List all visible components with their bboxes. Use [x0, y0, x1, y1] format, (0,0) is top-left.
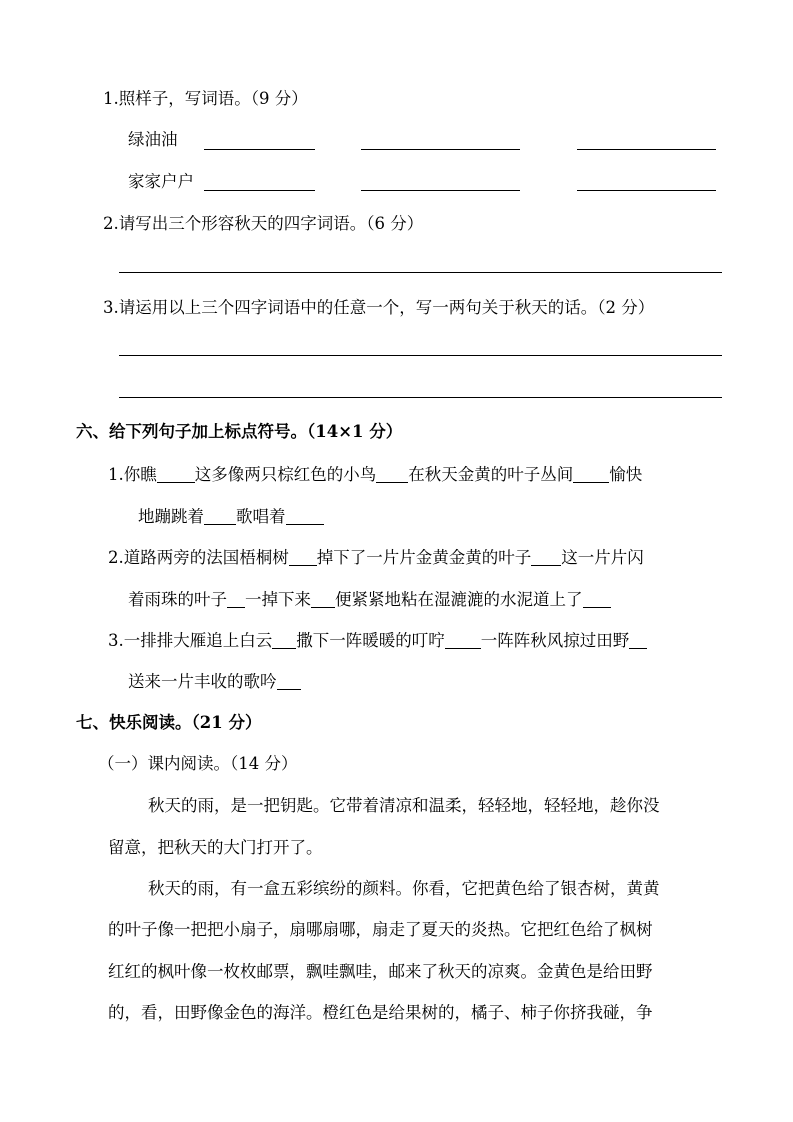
s3-line2: 送来一片丰收的歌吟: [128, 670, 301, 694]
s1-line2: 地蹦跳着 歌唱着: [138, 505, 324, 529]
punct-blank[interactable]: [311, 589, 335, 608]
punct-blank[interactable]: [376, 464, 408, 483]
reading-line: 秋天的雨，是一把钥匙。它带着清凉和温柔，轻轻地，轻轻地，趁你没: [148, 796, 660, 815]
q1-title: 1.照样子，写词语。（9 分）: [103, 89, 308, 108]
punct-blank[interactable]: [227, 589, 245, 608]
q1-example-word-1: 绿油油: [128, 130, 178, 149]
q2-answer-line[interactable]: [119, 272, 722, 273]
reading-line: 秋天的雨，有一盒五彩缤纷的颜料。你看，它把黄色给了银杏树，黄黄: [148, 879, 660, 898]
section6-heading: 六、给下列句子加上标点符号。（14×1 分）: [76, 422, 403, 441]
section7-subheading: （一）课内阅读。（14 分）: [98, 754, 298, 773]
q1-answer-blank[interactable]: [361, 190, 520, 191]
q1-answer-blank[interactable]: [204, 190, 315, 191]
punct-blank[interactable]: [286, 506, 324, 525]
punct-blank[interactable]: [272, 630, 296, 649]
punct-blank[interactable]: [445, 630, 481, 649]
q1-answer-blank[interactable]: [577, 190, 716, 191]
reading-line: 的，看，田野像金色的海洋。橙红色是给果树的，橘子、柿子你挤我碰，争: [108, 1003, 653, 1022]
section7-heading: 七、快乐阅读。（21 分）: [76, 713, 262, 732]
reading-line: 留意，把秋天的大门打开了。: [108, 838, 323, 857]
q1-answer-blank[interactable]: [204, 149, 315, 150]
punct-blank[interactable]: [204, 506, 236, 525]
punct-blank[interactable]: [573, 464, 609, 483]
punct-blank[interactable]: [629, 630, 647, 649]
q3-title: 3.请运用以上三个四字词语中的任意一个，写一两句关于秋天的话。（2 分）: [103, 298, 655, 317]
punct-blank[interactable]: [531, 547, 561, 566]
s2-line2: 着雨珠的叶子 一掉下来 便紧紧地粘在湿漉漉的水泥道上了: [128, 588, 611, 612]
reading-line: 红红的枫叶像一枚枚邮票，飘哇飘哇，邮来了秋天的凉爽。金黄色是给田野: [108, 962, 653, 981]
punct-blank[interactable]: [277, 671, 301, 690]
s1-line1: 1.你瞧 这多像两只棕红色的小鸟 在秋天金黄的叶子丛间 愉快: [108, 465, 643, 484]
s2-line1: 2.道路两旁的法国梧桐树 掉下了一片片金黄金黄的叶子 这一片片闪: [108, 548, 644, 567]
q3-answer-line[interactable]: [119, 397, 722, 398]
q1-example-word-2: 家家户户: [128, 172, 194, 191]
punct-blank[interactable]: [583, 589, 611, 608]
q1-answer-blank[interactable]: [361, 149, 520, 150]
s3-line1: 3.一排排大雁追上白云 撒下一阵暖暖的叮咛 一阵阵秋风掠过田野: [108, 629, 647, 653]
punct-blank[interactable]: [157, 464, 195, 483]
q3-answer-line[interactable]: [119, 355, 722, 356]
reading-line: 的叶子像一把把小扇子，扇哪扇哪，扇走了夏天的炎热。它把红色给了枫树: [108, 920, 653, 939]
punct-blank[interactable]: [289, 547, 317, 566]
q1-answer-blank[interactable]: [577, 149, 716, 150]
q2-title: 2.请写出三个形容秋天的四字词语。（6 分）: [103, 214, 424, 233]
